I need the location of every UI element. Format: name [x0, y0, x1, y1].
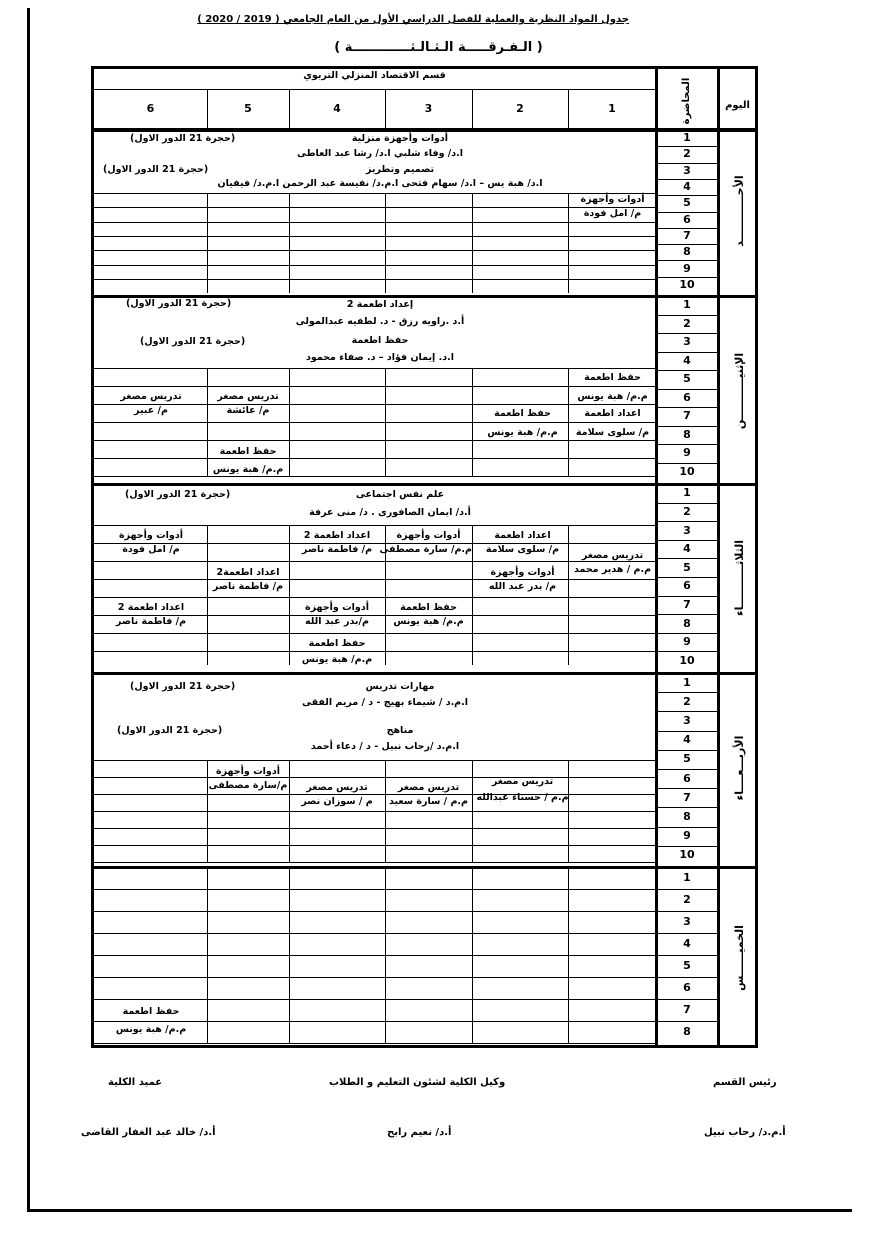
sun-lab-staff: م/ امل فودة — [583, 208, 642, 219]
number-row-line — [658, 352, 717, 353]
tue-p5-lab-title: اعداد اطعمة2 — [216, 567, 280, 578]
lecture-number: 2 — [683, 316, 691, 330]
cell-row-line — [94, 933, 655, 934]
mon-p1-lab2-staff: م/ سلوى سلامة — [575, 427, 650, 438]
thu-p6-lab-title: حفظ اطعمة — [122, 1006, 180, 1017]
cell-row-line — [94, 525, 655, 526]
wed-p4-lab-title: تدريس مصغر — [306, 782, 368, 793]
number-row-line — [658, 633, 717, 634]
day-block-border — [94, 129, 755, 132]
period-header-5: 5 — [244, 102, 252, 115]
lecture-number: 10 — [679, 848, 695, 862]
wed-lecture-room: (حجرة 21 الدور الاول) — [130, 681, 236, 692]
mon-lecture-staff: أ.د .راويه رزق - د. لطفيه عبدالمولى — [295, 316, 465, 327]
day-tuesday: الثلاثـــــــــــاء — [733, 540, 746, 616]
department-header: قسم الاقتصاد المنزلي التربوي — [303, 70, 446, 81]
cell-row-line — [94, 777, 655, 778]
number-row-line — [658, 540, 717, 541]
cell-row-line — [94, 999, 655, 1000]
number-row-line — [658, 426, 717, 427]
number-row-line — [658, 444, 717, 445]
cell-col-line — [289, 760, 290, 862]
cell-row-line — [94, 867, 655, 868]
cell-col-line — [568, 867, 569, 1043]
lecture-number: 6 — [683, 771, 691, 785]
period-header-1: 1 — [608, 102, 616, 115]
number-row-line — [658, 827, 717, 828]
cell-col-line — [568, 193, 569, 293]
lecture-number: 1 — [683, 486, 691, 500]
wed-p3-lab-staff: م.م / سارة سعيد — [389, 796, 468, 807]
lecture-number: 8 — [683, 810, 691, 823]
number-row-line — [658, 955, 717, 956]
mon-p1-lab1-title: حفظ اطعمة — [584, 372, 641, 383]
tue-lecture-room: (حجرة 21 الدور الاول) — [125, 489, 231, 500]
cell-col-line — [289, 193, 290, 293]
number-row-line — [658, 333, 717, 334]
number-row-line — [658, 750, 717, 751]
sun-lecture2-staff: ا.د/ هبة يس – ا.د/ سهام فتحى ا.م.د/ نفيسة عبد الرحمن ا.م.د/ فيفيان — [217, 178, 543, 189]
cell-col-line — [207, 368, 208, 476]
sun-lecture-title: أدوات وأجهزة منزلية — [351, 133, 449, 144]
lecture-number: 4 — [683, 542, 691, 556]
number-row-line — [658, 503, 717, 504]
wed-lecture-title: مهارات تدريس — [365, 681, 435, 692]
tue-p3-lab1-title: أدوات وأجهزة — [396, 530, 461, 541]
number-row-line — [658, 228, 717, 229]
number-row-line — [658, 370, 717, 371]
cell-col-line — [472, 193, 473, 293]
wed-lecture2-room: (حجرة 21 الدور الاول) — [117, 725, 223, 736]
number-row-line — [658, 1021, 717, 1022]
lecture-number: 2 — [683, 893, 691, 906]
cell-col-line — [385, 193, 386, 293]
mon-p1-lab2-title: اعداد اطعمة — [584, 408, 641, 419]
mon-p5-lab2-title: حفظ اطعمة — [219, 446, 277, 457]
number-row-line — [658, 277, 717, 278]
number-row-line — [658, 163, 717, 164]
cell-col-line — [385, 867, 386, 1043]
vice-title: وكيل الكلية لشئون التعليم و الطلاب — [329, 1077, 506, 1088]
wed-p4-lab-staff: م / سوزان نصر — [301, 796, 373, 807]
lecture-number: 8 — [683, 616, 691, 630]
cell-col-line — [207, 193, 208, 293]
day-monday: الإثنيـــــــــــن — [733, 352, 746, 430]
tue-p2-lab1-title: اعداد اطعمة — [494, 530, 551, 541]
cell-col-line — [289, 368, 290, 476]
number-row-line — [658, 212, 717, 213]
lecture-number: 4 — [683, 353, 691, 367]
cell-col-line — [568, 368, 569, 476]
number-row-line — [658, 769, 717, 770]
dean-name: أ.د/ خالد عبد الغفار القاضى — [81, 1127, 216, 1138]
lecture-number: 10 — [679, 277, 695, 291]
lecture-number: 8 — [683, 245, 691, 259]
lecture-number: 6 — [683, 579, 691, 593]
cell-row-line — [94, 265, 655, 266]
lecture-number: 4 — [683, 180, 691, 194]
wed-p5-lab-title: أدوات وأجهزة — [216, 766, 280, 777]
tue-p4-lab1-staff: م/ فاطمة ناصر — [301, 544, 373, 555]
tue-p4-lab2-staff: م/بدر عبد الله — [305, 616, 369, 627]
mon-p1-lab1-staff: م.م/ هبة يونس — [577, 391, 648, 402]
sun-lecture2-room: (حجرة 21 الدور الاول) — [103, 164, 209, 175]
cell-row-line — [94, 368, 655, 369]
cell-col-line — [472, 525, 473, 665]
day-block-border — [94, 483, 755, 486]
cell-col-line — [472, 867, 473, 1043]
head-name: أ.م.د/ رحاب نبيل — [704, 1127, 786, 1138]
cell-row-line — [94, 476, 655, 477]
lecture-number: 7 — [683, 1003, 691, 1016]
tue-p4-lab3-title: حفظ اطعمة — [308, 638, 366, 649]
lecture-number: 3 — [683, 714, 691, 727]
lecture-number: 6 — [683, 212, 691, 226]
tue-p4-lab3-staff: م.م/ هبة يونس — [301, 654, 373, 665]
mon-p6-lab-title: تدريس مصغر — [120, 391, 182, 402]
mon-lecture2-room: (حجرة 21 الدور الاول) — [140, 336, 246, 347]
number-row-line — [658, 889, 717, 890]
number-row-line — [658, 463, 717, 464]
mon-p2-lab-title: حفظ اطعمة — [494, 408, 551, 419]
number-row-line — [658, 407, 717, 408]
sun-lecture-room: (حجرة 21 الدور الاول) — [130, 133, 236, 144]
number-row-line — [658, 195, 717, 196]
number-row-line — [658, 146, 717, 147]
wed-lecture2-title: مناهج — [386, 725, 414, 736]
lecture-number: 5 — [683, 372, 691, 386]
number-row-line — [658, 711, 717, 712]
wed-p5-lab-staff: م/سارة مصطفى — [208, 780, 288, 791]
lecture-number: 2 — [683, 147, 691, 161]
cell-row-line — [94, 811, 655, 812]
tue-p5-lab-staff: م/ فاطمة ناصر — [212, 581, 284, 592]
number-row-line — [658, 614, 717, 615]
cell-col-line — [207, 867, 208, 1043]
number-row-line — [658, 244, 717, 245]
cell-col-line — [385, 368, 386, 476]
tue-p6-lab2-title: اعداد اطعمة 2 — [117, 602, 185, 613]
tue-lecture-title: علم نفس اجتماعى — [355, 489, 445, 500]
thu-p6-lab-staff: م.م/ هبة يونس — [115, 1024, 187, 1035]
vert-sep-day — [717, 66, 720, 1048]
wed-lecture-staff: ا.م.د / شيماء بهيج - د / مريم الفقى — [301, 697, 469, 708]
lecture-number: 5 — [683, 959, 691, 972]
lecture-number: 3 — [683, 163, 691, 177]
cell-row-line — [94, 794, 655, 795]
lecture-number: 2 — [683, 694, 691, 708]
tue-p2-lab2-title: أدوات وأجهزة — [490, 567, 555, 578]
cell-row-line — [94, 845, 655, 846]
wed-lecture2-staff: ا.م.د /رحاب نبيل - د / دعاء أحمد — [310, 741, 460, 752]
cell-col-line — [289, 867, 290, 1043]
day-wednesday: الأربـــعــــاء — [733, 735, 746, 801]
cell-row-line — [94, 911, 655, 912]
number-row-line — [658, 731, 717, 732]
number-row-line — [658, 651, 717, 652]
wed-p2-lab-title: تدريس مصغر — [491, 776, 554, 787]
number-row-line — [658, 807, 717, 808]
lecture-number: 6 — [683, 390, 691, 404]
vice-name: أ.د/ نعيم رابح — [387, 1127, 452, 1138]
cell-row-line — [94, 386, 655, 387]
lecture-number: 6 — [683, 981, 691, 994]
mon-lecture2-staff: ا.د. إيمان فؤاد – د. صفاء محمود — [306, 352, 454, 363]
mon-p5-lab-title: تدريس مصغر — [217, 391, 279, 402]
tue-p4-lab2-title: أدوات وأجهزة — [305, 602, 369, 613]
period-header-4: 4 — [333, 102, 341, 115]
mon-p2-lab-staff: م.م/ هبة يونس — [487, 427, 558, 438]
number-row-line — [658, 596, 717, 597]
lecture-number: 1 — [683, 871, 691, 884]
cell-col-line — [472, 368, 473, 476]
period-header-2: 2 — [516, 102, 524, 115]
number-row-line — [658, 977, 717, 978]
cell-row-line — [94, 422, 655, 423]
sun-lab-title: أدوات وأجهزة — [580, 194, 645, 205]
period-header-6: 6 — [146, 102, 155, 115]
mon-p5-lab2-staff: م.م/ هبة يونس — [212, 464, 284, 475]
lecture-number: 3 — [683, 335, 691, 349]
cell-row-line — [94, 1043, 655, 1044]
mon-lecture2-title: حفظ اطعمة — [351, 335, 409, 346]
lecture-number: 9 — [683, 635, 691, 649]
number-row-line — [658, 692, 717, 693]
dean-title: عميد الكلية — [108, 1077, 163, 1088]
day-block-border — [94, 672, 755, 675]
cell-row-line — [94, 862, 655, 863]
tue-lecture-staff: أ.د/ ايمان الصافورى . د/ منى عرفة — [309, 507, 471, 518]
mon-lecture-room: (حجرة 21 الدور الاول) — [126, 298, 232, 309]
lecture-number: 10 — [679, 653, 695, 667]
lecture-number: 3 — [683, 523, 691, 537]
cell-row-line — [94, 889, 655, 890]
cell-col-line — [207, 525, 208, 665]
cell-row-line — [94, 633, 655, 634]
tue-p3-lab2-staff: م.م/ هبة يونس — [393, 616, 464, 627]
cell-row-line — [94, 579, 655, 580]
cell-row-line — [94, 1021, 655, 1022]
lecture-number: 5 — [683, 560, 691, 574]
lecture-number: 8 — [683, 1025, 691, 1038]
tue-p6-lab1-staff: م/ امل فودة — [122, 544, 180, 555]
lecture-number: 3 — [683, 915, 691, 928]
wed-p3-lab-title: تدريس مصغر — [397, 782, 460, 793]
lecture-number: 1 — [683, 131, 691, 145]
number-row-line — [658, 999, 717, 1000]
cell-row-line — [94, 977, 655, 978]
day-thursday: الخميــــــس — [733, 925, 746, 991]
tue-p2-lab1-staff: م/ سلوى سلامة — [485, 544, 560, 555]
cell-col-line — [472, 760, 473, 862]
period-header-3: 3 — [424, 102, 433, 115]
lecture-header: المحاضرة — [681, 77, 692, 125]
table-bottom-line — [94, 1045, 758, 1046]
number-row-line — [658, 933, 717, 934]
number-row-line — [658, 260, 717, 261]
mon-lecture-title: إعداد اطعمة 2 — [346, 299, 414, 310]
mon-p5-lab-staff: م/ عائشة — [226, 405, 270, 416]
number-row-line — [658, 911, 717, 912]
cell-row-line — [94, 440, 655, 441]
cell-row-line — [94, 828, 655, 829]
lecture-number: 4 — [683, 733, 691, 747]
cell-col-line — [385, 760, 386, 862]
mon-p6-lab-staff: م/ عبير — [134, 405, 168, 416]
number-row-line — [658, 179, 717, 180]
cell-row-line — [94, 760, 655, 761]
cell-row-line — [94, 597, 655, 598]
lecture-number: 7 — [683, 790, 691, 804]
lecture-number: 1 — [683, 675, 691, 689]
lecture-number: 2 — [683, 504, 691, 518]
lecture-number: 4 — [683, 937, 691, 950]
lecture-number: 10 — [679, 464, 695, 478]
lecture-number: 9 — [683, 829, 691, 843]
wed-p2-lab-staff: م.م / حسناء عبدالله — [476, 792, 569, 803]
sun-lecture-staff: ا.د/ وفاء شلبي ا.د/ رشا عبد العاطى — [296, 148, 464, 159]
lecture-number: 9 — [683, 446, 691, 460]
lecture-number: 5 — [683, 196, 691, 210]
head-title: رئيس القسم — [713, 1077, 777, 1088]
tue-p1-lab-title: تدريس مصغر — [581, 550, 644, 561]
number-row-line — [658, 315, 717, 316]
header-divider — [94, 89, 655, 90]
lecture-number: 5 — [683, 752, 691, 766]
cell-row-line — [94, 279, 655, 280]
lecture-number: 7 — [683, 409, 691, 423]
grade-title: ( الـفـرقـــــة الـثـالـثـــــــــــــة ) — [334, 40, 543, 55]
cell-row-line — [94, 236, 655, 237]
cell-row-line — [94, 651, 655, 652]
number-row-line — [658, 389, 717, 390]
tue-p3-lab1-staff: م.م/ سارة مصطفى — [379, 544, 472, 555]
lecture-number: 1 — [683, 298, 691, 312]
tue-p6-lab1-title: أدوات وأجهزة — [119, 530, 183, 541]
lecture-number: 8 — [683, 427, 691, 441]
tue-p6-lab2-staff: م/ فاطمة ناصر — [115, 616, 187, 627]
lecture-number: 7 — [683, 597, 691, 611]
day-sunday: الأحــــــــــــد — [733, 175, 746, 247]
day-header: اليوم — [725, 100, 750, 111]
number-row-line — [658, 558, 717, 559]
cell-row-line — [94, 222, 655, 223]
number-row-line — [658, 846, 717, 847]
number-row-line — [658, 788, 717, 789]
sun-lecture2-title: تصميم وتطريز — [365, 164, 435, 175]
lecture-number: 9 — [683, 261, 691, 275]
cell-row-line — [94, 955, 655, 956]
cell-row-line — [94, 250, 655, 251]
cell-row-line — [94, 458, 655, 459]
tue-p2-lab2-staff: م/ بدر عبد الله — [488, 581, 557, 592]
number-row-line — [658, 577, 717, 578]
number-row-line — [658, 521, 717, 522]
tue-p4-lab1-title: اعداد اطعمة 2 — [303, 530, 371, 541]
tue-p1-lab-staff: م.م / هدير محمد — [573, 564, 652, 575]
tue-p3-lab2-title: حفظ اطعمة — [400, 602, 457, 613]
lecture-number: 7 — [683, 228, 691, 242]
schedule-title: جدول المواد النظرية والعملية للفصل الدراسي الأول من العام الجامعي ( 2019 / 2020 ) — [197, 14, 629, 25]
